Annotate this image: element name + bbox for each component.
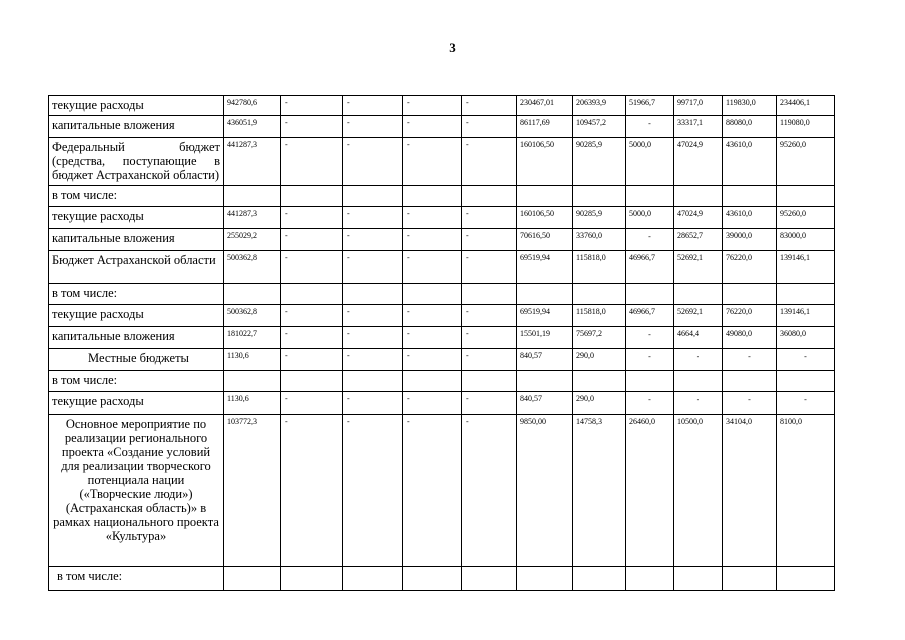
table-cell: 47024,9 xyxy=(674,138,723,186)
budget-table xyxy=(48,95,835,591)
table-cell: 90285,9 xyxy=(573,207,626,229)
table-cell: 49080,0 xyxy=(723,327,777,349)
table-cell: 70616,50 xyxy=(517,229,573,251)
table-cell: 28652,7 xyxy=(674,229,723,251)
table-cell xyxy=(343,567,403,591)
table-cell: 83000,0 xyxy=(777,229,835,251)
table-cell xyxy=(777,186,835,207)
table-cell xyxy=(626,371,674,392)
table-cell xyxy=(674,371,723,392)
table-cell xyxy=(281,284,343,305)
table-cell xyxy=(573,186,626,207)
table-cell: - xyxy=(462,349,517,371)
table-cell: - xyxy=(403,349,462,371)
table-cell xyxy=(281,567,343,591)
table-cell: 69519,94 xyxy=(517,251,573,284)
row-label: Основное мероприятие по реализации регионального проекта «Создание условий для реализации творческого потенциала нации («Творческие люди») (Астраханская область)» в рамках национального проекта «Культура» xyxy=(49,415,224,567)
table-cell: 86117,69 xyxy=(517,116,573,138)
table-cell: - xyxy=(403,229,462,251)
table-cell: - xyxy=(626,392,674,415)
table-row xyxy=(49,415,835,567)
table-cell: - xyxy=(462,138,517,186)
table-cell: 88080,0 xyxy=(723,116,777,138)
table-cell: 103772,3 xyxy=(224,415,281,567)
table-cell: 39000,0 xyxy=(723,229,777,251)
table-cell xyxy=(462,186,517,207)
table-cell: - xyxy=(281,251,343,284)
table-cell: - xyxy=(343,207,403,229)
table-cell: - xyxy=(462,415,517,567)
table-cell xyxy=(777,371,835,392)
table-cell: 115818,0 xyxy=(573,251,626,284)
table-cell: 33760,0 xyxy=(573,229,626,251)
table-cell: - xyxy=(281,138,343,186)
table-cell: 90285,9 xyxy=(573,138,626,186)
row-label: текущие расходы xyxy=(49,96,224,116)
table-cell: 5000,0 xyxy=(626,138,674,186)
row-label: Федеральный бюджет (средства, поступающие в бюджет Астраханской области) xyxy=(49,138,224,186)
table-cell xyxy=(224,186,281,207)
table-cell: 840,57 xyxy=(517,349,573,371)
table-cell: 436051,9 xyxy=(224,116,281,138)
table-cell xyxy=(674,567,723,591)
table-cell: - xyxy=(626,327,674,349)
table-cell: - xyxy=(281,349,343,371)
table-cell xyxy=(674,186,723,207)
table-cell: 75697,2 xyxy=(573,327,626,349)
table-cell: 139146,1 xyxy=(777,305,835,327)
table-cell: - xyxy=(777,349,835,371)
table-cell: 47024,9 xyxy=(674,207,723,229)
table-cell: - xyxy=(343,305,403,327)
table-cell: - xyxy=(674,392,723,415)
table-cell: - xyxy=(343,251,403,284)
table-cell: 5000,0 xyxy=(626,207,674,229)
table-cell: 441287,3 xyxy=(224,138,281,186)
table-cell: 76220,0 xyxy=(723,305,777,327)
table-cell xyxy=(723,284,777,305)
table-cell xyxy=(224,567,281,591)
table-row xyxy=(49,349,835,371)
table-cell: 34104,0 xyxy=(723,415,777,567)
table-cell: 10500,0 xyxy=(674,415,723,567)
page-number: 3 xyxy=(449,40,456,55)
table-cell: - xyxy=(462,96,517,116)
table-row xyxy=(49,251,835,284)
table-cell: - xyxy=(723,349,777,371)
table-cell: 1130,6 xyxy=(224,349,281,371)
table-cell: 160106,50 xyxy=(517,138,573,186)
table-cell: - xyxy=(343,229,403,251)
table-cell xyxy=(723,567,777,591)
table-cell xyxy=(517,186,573,207)
table-cell xyxy=(573,371,626,392)
table-cell: 441287,3 xyxy=(224,207,281,229)
table-cell: - xyxy=(462,305,517,327)
table-cell: - xyxy=(343,116,403,138)
table-cell xyxy=(281,371,343,392)
table-cell: 500362,8 xyxy=(224,251,281,284)
table-cell: 95260,0 xyxy=(777,138,835,186)
table-cell: 290,0 xyxy=(573,349,626,371)
table-cell: 109457,2 xyxy=(573,116,626,138)
table-cell: - xyxy=(462,116,517,138)
row-label: Бюджет Астраханской области xyxy=(49,251,224,284)
table-cell: - xyxy=(462,207,517,229)
table-cell xyxy=(224,284,281,305)
table-cell: 230467,01 xyxy=(517,96,573,116)
table-cell xyxy=(224,371,281,392)
row-label: капитальные вложения xyxy=(49,116,224,138)
table-row xyxy=(49,96,835,116)
table-cell: - xyxy=(403,327,462,349)
table-cell: - xyxy=(674,349,723,371)
table-cell: 52692,1 xyxy=(674,305,723,327)
table-cell: - xyxy=(343,138,403,186)
table-cell: 206393,9 xyxy=(573,96,626,116)
table-cell: - xyxy=(343,349,403,371)
row-label: Местные бюджеты xyxy=(49,349,224,371)
table-cell xyxy=(343,284,403,305)
table-cell: - xyxy=(723,392,777,415)
table-cell: 15501,19 xyxy=(517,327,573,349)
table-cell xyxy=(403,186,462,207)
table-cell xyxy=(626,186,674,207)
table-cell: 119080,0 xyxy=(777,116,835,138)
row-label: в том числе: xyxy=(49,186,224,207)
table-cell: 26460,0 xyxy=(626,415,674,567)
table-cell: - xyxy=(343,96,403,116)
table-cell xyxy=(281,186,343,207)
table-cell xyxy=(573,284,626,305)
table-cell xyxy=(626,567,674,591)
table-cell: 76220,0 xyxy=(723,251,777,284)
row-label: текущие расходы xyxy=(49,305,224,327)
table-cell: - xyxy=(281,96,343,116)
table-row xyxy=(49,284,835,305)
table-cell: 33317,1 xyxy=(674,116,723,138)
table-cell: 46966,7 xyxy=(626,305,674,327)
table-cell xyxy=(403,371,462,392)
table-cell: 119830,0 xyxy=(723,96,777,116)
table-row xyxy=(49,207,835,229)
row-label: текущие расходы xyxy=(49,392,224,415)
table-cell: - xyxy=(403,305,462,327)
row-label: капитальные вложения xyxy=(49,229,224,251)
table-cell: - xyxy=(777,392,835,415)
row-label: текущие расходы xyxy=(49,207,224,229)
table-cell xyxy=(723,371,777,392)
table-cell: - xyxy=(403,415,462,567)
table-row xyxy=(49,229,835,251)
table-cell: - xyxy=(462,251,517,284)
table-cell: - xyxy=(281,229,343,251)
table-cell: 51966,7 xyxy=(626,96,674,116)
row-label: в том числе: xyxy=(49,284,224,305)
table-row xyxy=(49,138,835,186)
table-row xyxy=(49,567,835,591)
table-cell: 115818,0 xyxy=(573,305,626,327)
row-label: в том числе: xyxy=(49,567,224,591)
table-cell: 8100,0 xyxy=(777,415,835,567)
table-cell xyxy=(343,371,403,392)
table-cell xyxy=(403,567,462,591)
table-cell: 14758,3 xyxy=(573,415,626,567)
table-cell xyxy=(517,371,573,392)
table-cell: - xyxy=(281,116,343,138)
table-cell: 181022,7 xyxy=(224,327,281,349)
table-cell: - xyxy=(343,392,403,415)
table-cell xyxy=(462,371,517,392)
table-cell: 95260,0 xyxy=(777,207,835,229)
table-cell xyxy=(403,284,462,305)
table-cell: - xyxy=(403,392,462,415)
table-cell: 139146,1 xyxy=(777,251,835,284)
table-cell xyxy=(462,567,517,591)
table-cell xyxy=(777,284,835,305)
table-cell: - xyxy=(281,415,343,567)
table-cell: 942780,6 xyxy=(224,96,281,116)
table-cell: 46966,7 xyxy=(626,251,674,284)
table-cell xyxy=(777,567,835,591)
table-row xyxy=(49,186,835,207)
table-cell: - xyxy=(281,392,343,415)
table-cell: 290,0 xyxy=(573,392,626,415)
table-cell xyxy=(517,567,573,591)
table-cell: - xyxy=(626,116,674,138)
table-cell xyxy=(517,284,573,305)
table-cell: - xyxy=(462,327,517,349)
table-cell xyxy=(462,284,517,305)
table-cell: - xyxy=(403,96,462,116)
table-cell: - xyxy=(281,327,343,349)
table-row xyxy=(49,392,835,415)
table-cell: 840,57 xyxy=(517,392,573,415)
table-cell: 4664,4 xyxy=(674,327,723,349)
table-cell: 9850,00 xyxy=(517,415,573,567)
table-cell: 43610,0 xyxy=(723,207,777,229)
table-cell: 234406,1 xyxy=(777,96,835,116)
row-label: в том числе: xyxy=(49,371,224,392)
table-cell: 52692,1 xyxy=(674,251,723,284)
table-cell: 500362,8 xyxy=(224,305,281,327)
table-row xyxy=(49,371,835,392)
table-cell: - xyxy=(462,229,517,251)
table-row xyxy=(49,327,835,349)
table-cell xyxy=(626,284,674,305)
table-cell: - xyxy=(281,207,343,229)
table-cell: - xyxy=(462,392,517,415)
table-cell: - xyxy=(626,229,674,251)
table-cell: - xyxy=(403,207,462,229)
table-cell xyxy=(723,186,777,207)
table-cell: 69519,94 xyxy=(517,305,573,327)
table-cell xyxy=(573,567,626,591)
table-cell: - xyxy=(343,327,403,349)
table-cell: 99717,0 xyxy=(674,96,723,116)
table-cell: - xyxy=(403,116,462,138)
table-cell: - xyxy=(281,305,343,327)
table-cell: - xyxy=(626,349,674,371)
table-cell xyxy=(674,284,723,305)
table-cell: 1130,6 xyxy=(224,392,281,415)
table-cell: 43610,0 xyxy=(723,138,777,186)
table-cell: - xyxy=(403,251,462,284)
table-cell: 36080,0 xyxy=(777,327,835,349)
row-label: капитальные вложения xyxy=(49,327,224,349)
table-cell: 160106,50 xyxy=(517,207,573,229)
table-cell: - xyxy=(343,415,403,567)
table-row xyxy=(49,305,835,327)
table-cell: 255029,2 xyxy=(224,229,281,251)
table-cell: - xyxy=(403,138,462,186)
table-cell xyxy=(343,186,403,207)
table-row xyxy=(49,116,835,138)
